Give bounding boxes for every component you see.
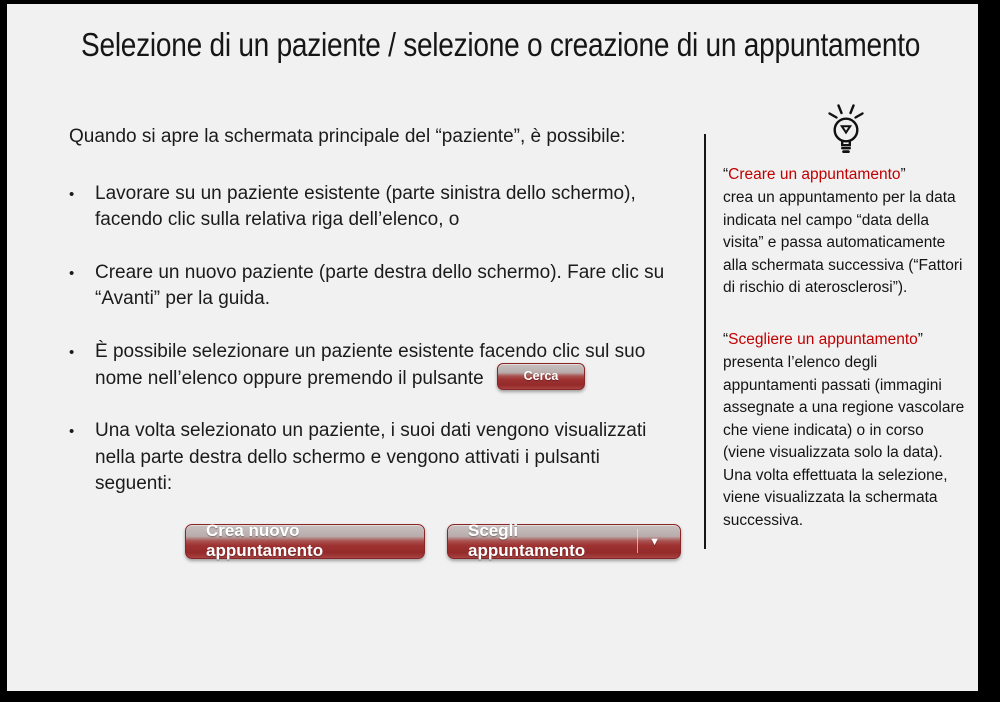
- title-row: [7, 26, 978, 64]
- lightbulb-icon: [820, 100, 872, 158]
- page-title: Selezione di un paziente / selezione o creazione di un appuntamento: [81, 26, 921, 63]
- tip-block-create: [723, 164, 969, 300]
- bullet-item-2: [69, 260, 681, 313]
- tip-heading: [723, 164, 969, 186]
- scegli-appuntamento-button[interactable]: [447, 521, 681, 561]
- bullet-glyph: •: [69, 264, 75, 282]
- bullet-item-3: [69, 339, 681, 392]
- button-label: Scegli appuntamento: [468, 521, 586, 561]
- bullet-glyph: •: [69, 344, 75, 362]
- crea-nuovo-appuntamento-button[interactable]: [185, 521, 425, 561]
- bullet-item-1: [69, 181, 681, 234]
- tip-block-choose: [723, 329, 969, 532]
- bullet-glyph: •: [69, 185, 75, 203]
- quote-close: ”: [917, 330, 923, 348]
- action-buttons-row: [185, 521, 681, 561]
- quote-open: “: [723, 330, 729, 348]
- button-label: Crea nuovo appuntamento: [206, 521, 324, 561]
- intro-text: Quando si apre la schermata principale del “paziente”, è possibile:: [69, 126, 626, 147]
- cerca-button[interactable]: Cerca: [497, 363, 585, 390]
- bullet-text-with-button: [95, 339, 681, 392]
- tip-body: presenta l’elenco degli appuntamenti passati (immagini assegnate a una regione vascolare che viene indicata) o in corso (viene visualizzata solo la data). Una volta effettuata la selezione, viene visualizzata la schermata successiva.: [723, 354, 965, 529]
- main-content: [69, 124, 681, 559]
- bullet-item-4: [69, 418, 681, 498]
- vertical-divider: [704, 134, 706, 549]
- tip-term: Creare un appuntamento: [728, 166, 901, 183]
- quote-close: ”: [900, 166, 906, 183]
- lightbulb-icon-wrap: [723, 100, 969, 163]
- tip-term: Scegliere un appuntamento: [728, 330, 918, 348]
- tip-body: crea un appuntamento per la data indicata nel campo “data della visita” e passa automaticamente alla schermata successiva (“Fattori di rischio di aterosclerosi”).: [723, 189, 963, 297]
- tips-sidebar: [723, 100, 969, 561]
- bullet-text: Una volta selezionato un paziente, i suoi dati vengono visualizzati nella parte destra dello schermo e vengono attivati i pulsanti seguenti:: [95, 420, 647, 495]
- quote-open: “: [723, 166, 729, 183]
- tip-heading: [723, 329, 969, 351]
- bullet-text: È possibile selezionare un paziente esistente facendo clic sul suo nome nell’elenco oppure premendo il pulsante: [95, 341, 646, 389]
- chevron-down-icon[interactable]: ▼: [649, 535, 660, 548]
- bullet-text: Lavorare su un paziente esistente (parte sinistra dello schermo), facendo clic sulla relativa riga dell’elenco, o: [95, 182, 636, 231]
- bullet-text: Creare un nuovo paziente (parte destra dello schermo). Fare clic su “Avanti” per la guida.: [95, 261, 665, 310]
- bullet-glyph: •: [69, 423, 75, 441]
- slide: [7, 4, 978, 691]
- button-divider: [637, 529, 638, 553]
